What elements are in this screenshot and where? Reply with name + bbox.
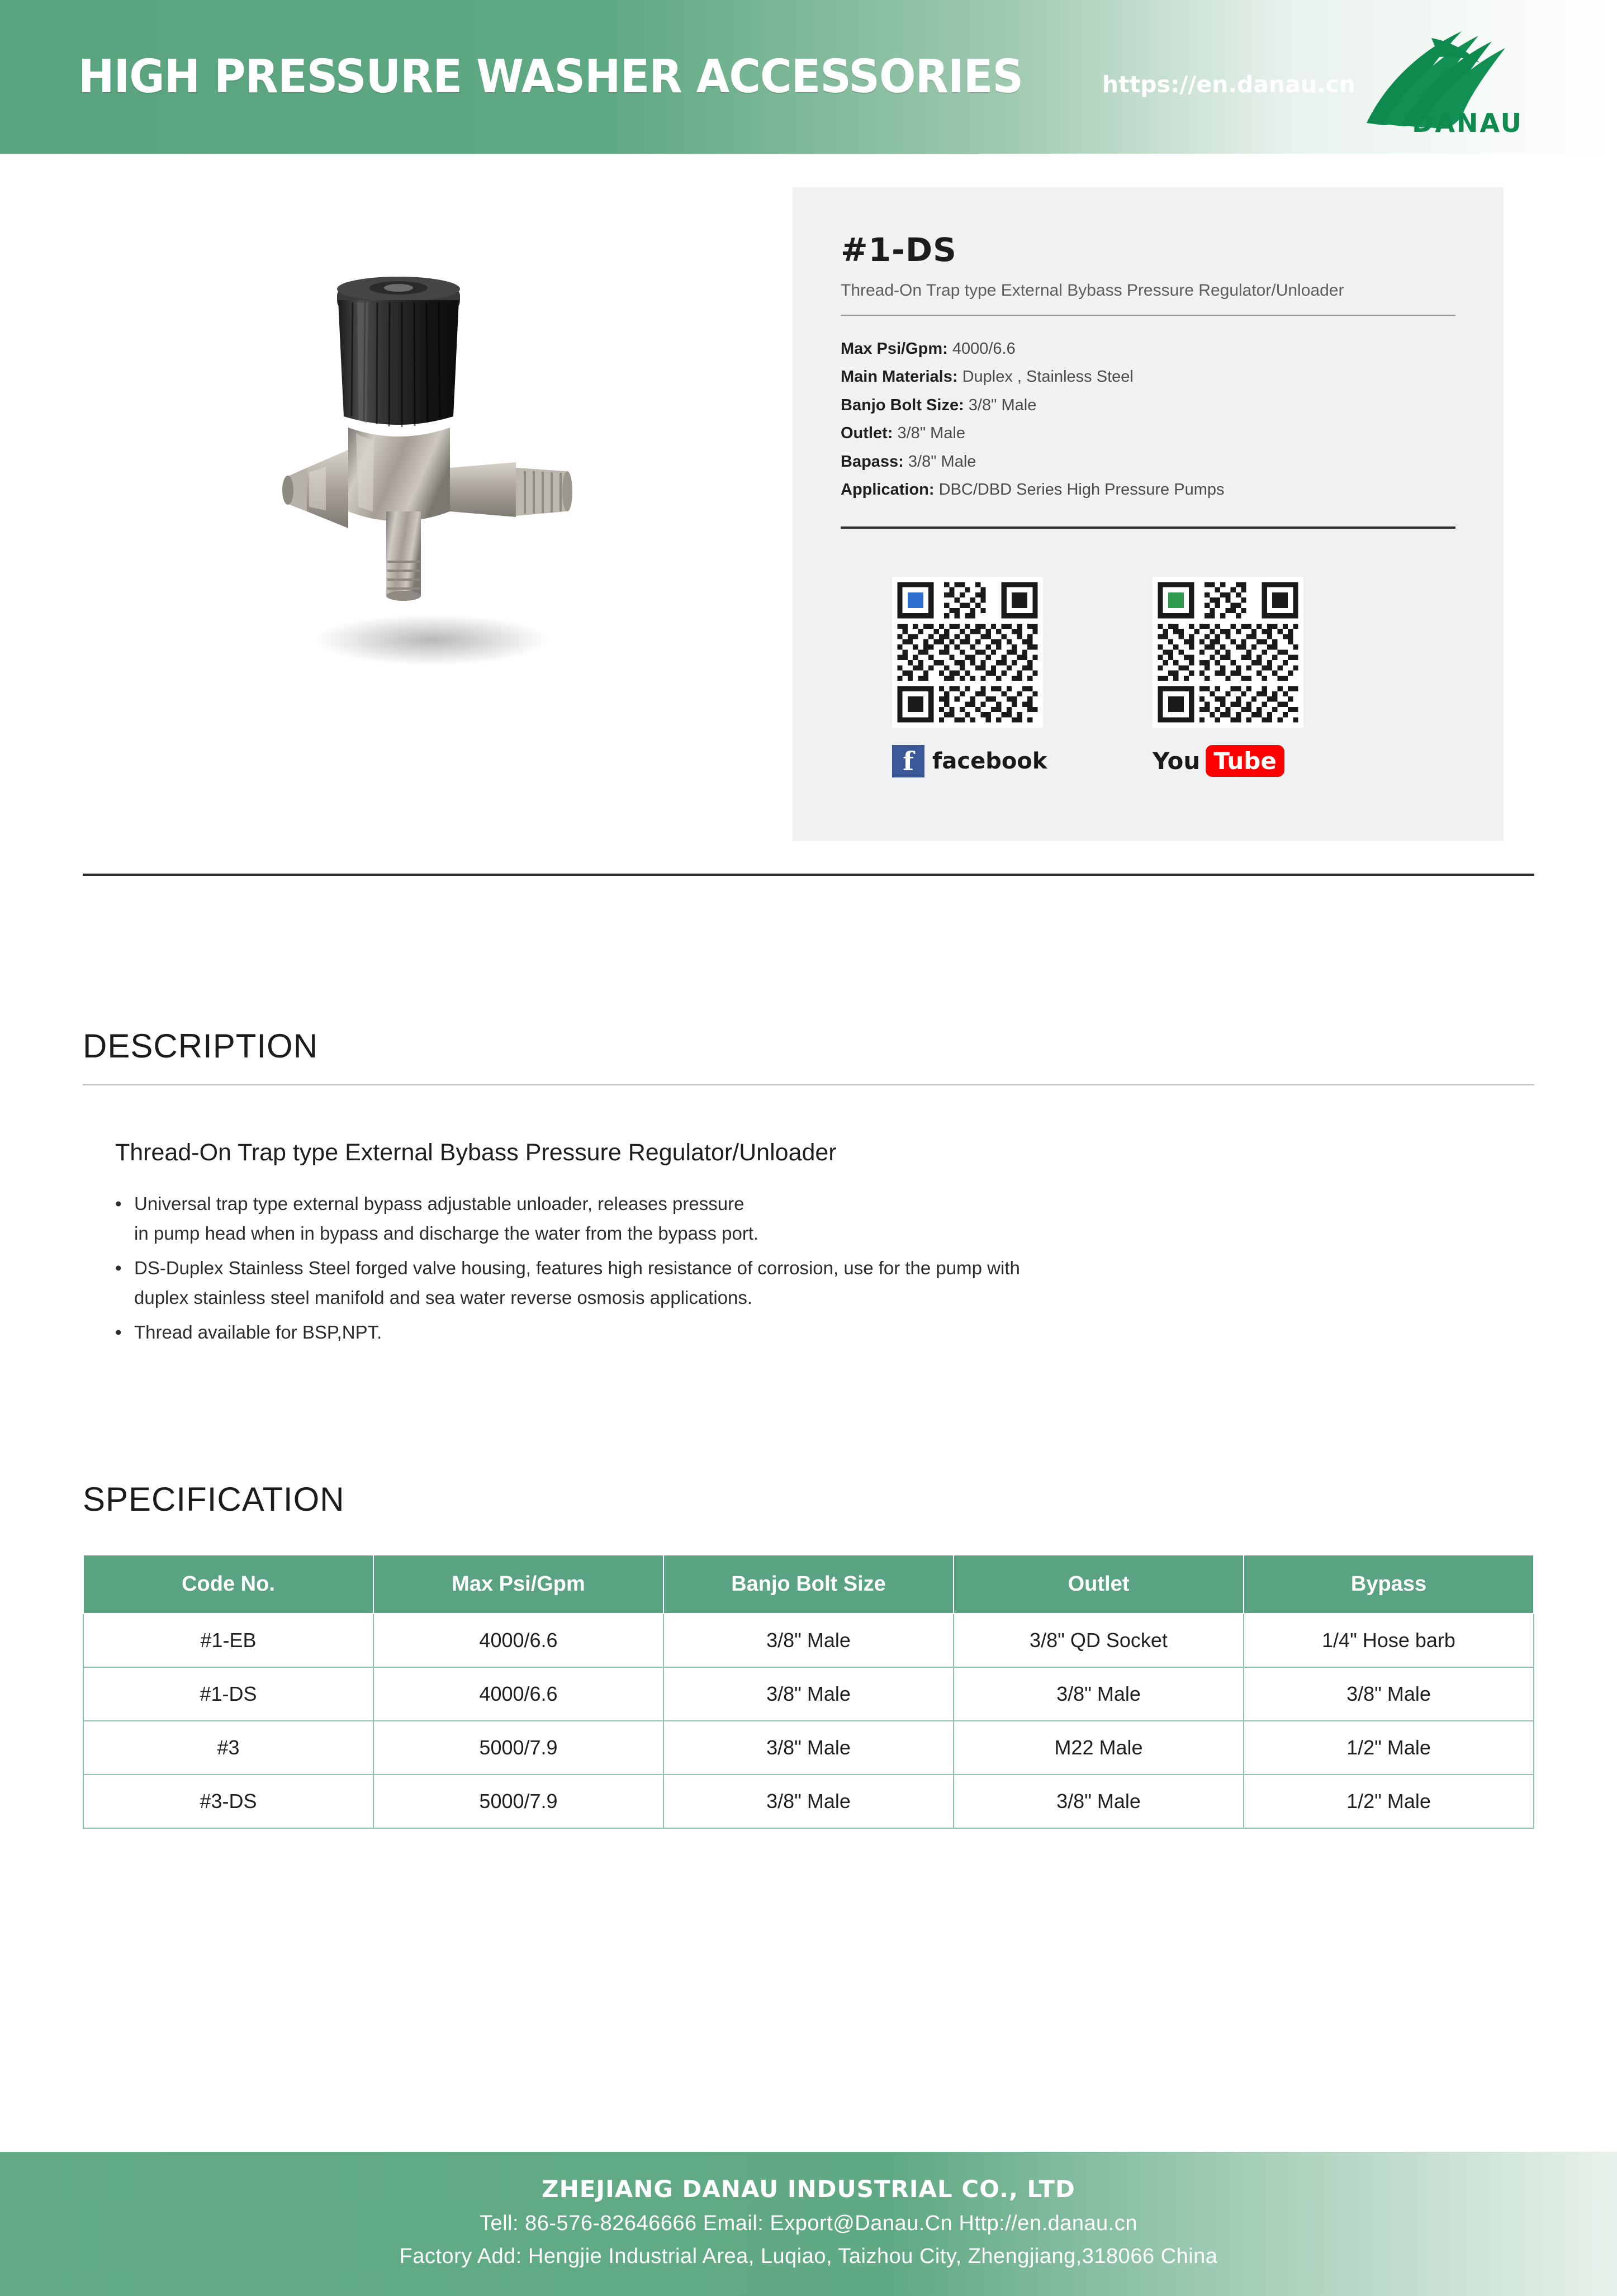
attribute-value: 3/8" Male bbox=[968, 396, 1037, 414]
cell-banjo-bolt-size: 3/8" Male bbox=[663, 1775, 954, 1828]
cell-code-no: #3 bbox=[83, 1721, 373, 1775]
attribute-row bbox=[841, 335, 1455, 363]
header-website-url[interactable]: https://en.danau.cn bbox=[1102, 71, 1356, 98]
facebook-badge[interactable] bbox=[892, 745, 1047, 777]
attribute-row bbox=[841, 419, 1455, 447]
cell-bypass: 3/8" Male bbox=[1244, 1667, 1534, 1721]
attribute-row bbox=[841, 448, 1455, 476]
column-header-max-psi-gpm: Max Psi/Gpm bbox=[373, 1555, 663, 1614]
attribute-label: Application: bbox=[841, 481, 935, 499]
bullet-line: Universal trap type external bypass adjustable unloader, releases pressure bbox=[134, 1193, 745, 1214]
page-footer bbox=[0, 2152, 1617, 2296]
description-body bbox=[83, 1085, 1534, 1347]
bullet-dot-icon: • bbox=[115, 1193, 122, 1214]
cell-code-no: #3-DS bbox=[83, 1775, 373, 1828]
cell-banjo-bolt-size: 3/8" Male bbox=[663, 1721, 954, 1775]
cell-outlet: 3/8" Male bbox=[954, 1775, 1244, 1828]
cell-max-psi-gpm: 5000/7.9 bbox=[373, 1721, 663, 1775]
cell-max-psi-gpm: 4000/6.6 bbox=[373, 1667, 663, 1721]
cell-code-no: #1-DS bbox=[83, 1667, 373, 1721]
cell-banjo-bolt-size: 3/8" Male bbox=[663, 1614, 954, 1667]
description-heading: DESCRIPTION bbox=[83, 1027, 319, 1065]
list-item bbox=[115, 1253, 1502, 1313]
product-image-container bbox=[83, 187, 793, 841]
list-item bbox=[115, 1189, 1502, 1249]
youtube-badge-row[interactable] bbox=[1153, 742, 1309, 780]
column-header-bypass: Bypass bbox=[1244, 1555, 1534, 1614]
cell-bypass: 1/4" Hose barb bbox=[1244, 1614, 1534, 1667]
description-product-name: Thread-On Trap type External Bybass Pressure Regulator/Unloader bbox=[115, 1139, 837, 1166]
column-header-outlet: Outlet bbox=[954, 1555, 1244, 1614]
footer-company-name: ZHEJIANG DANAU INDUSTRIAL CO., LTD bbox=[542, 2175, 1075, 2203]
product-subtitle: Thread-On Trap type External Bybass Pressure Regulator/Unloader bbox=[841, 281, 1455, 316]
youtube-tube-label: Tube bbox=[1206, 745, 1284, 777]
product-photo bbox=[253, 249, 622, 729]
table-row bbox=[83, 1667, 1534, 1721]
table-row bbox=[83, 1775, 1534, 1828]
attribute-label: Banjo Bolt Size: bbox=[841, 396, 964, 414]
attribute-value: DBC/DBD Series High Pressure Pumps bbox=[938, 481, 1225, 499]
attribute-value: 3/8" Male bbox=[908, 452, 976, 471]
attribute-label: Outlet: bbox=[841, 424, 893, 443]
facebook-badge-row[interactable] bbox=[892, 742, 1049, 780]
cell-bypass: 1/2" Male bbox=[1244, 1775, 1534, 1828]
cell-outlet: 3/8" Male bbox=[954, 1667, 1244, 1721]
footer-contact-line: Tell: 86-576-82646666 Email: Export@Danau.Cn Http://en.danau.cn bbox=[480, 2212, 1137, 2235]
youtube-you-label: You bbox=[1153, 747, 1201, 775]
attribute-value: 4000/6.6 bbox=[952, 340, 1016, 358]
specification-section bbox=[83, 1351, 1534, 1829]
table-row bbox=[83, 1614, 1534, 1667]
bullet-dot-icon: • bbox=[115, 1321, 122, 1343]
attribute-label: Bapass: bbox=[841, 452, 904, 471]
bullet-line: in pump head when in bypass and discharge the water from the bypass port. bbox=[134, 1223, 759, 1244]
product-spec-card bbox=[793, 187, 1504, 841]
product-attribute-list bbox=[841, 335, 1455, 504]
cell-max-psi-gpm: 4000/6.6 bbox=[373, 1614, 663, 1667]
attribute-label: Main Materials: bbox=[841, 368, 958, 386]
card-divider bbox=[841, 526, 1455, 529]
cell-outlet: 3/8" QD Socket bbox=[954, 1614, 1244, 1667]
youtube-qr-block bbox=[1153, 577, 1309, 780]
specification-table bbox=[83, 1554, 1534, 1829]
attribute-row bbox=[841, 391, 1455, 419]
cell-banjo-bolt-size: 3/8" Male bbox=[663, 1667, 954, 1721]
product-sku: #1-DS bbox=[841, 231, 957, 269]
logo-wordmark: DANAU bbox=[1412, 108, 1523, 138]
footer-address-line: Factory Add: Hengjie Industrial Area, Luqiao, Taizhou City, Zhengjiang,318066 China bbox=[399, 2245, 1218, 2268]
column-header-banjo-bolt-size: Banjo Bolt Size bbox=[663, 1555, 954, 1614]
specification-heading: SPECIFICATION bbox=[83, 1481, 345, 1519]
cell-bypass: 1/2" Male bbox=[1244, 1721, 1534, 1775]
page-title: HIGH PRESSURE WASHER ACCESSORIES bbox=[78, 50, 1023, 103]
facebook-qr-code[interactable] bbox=[892, 577, 1043, 728]
table-row bbox=[83, 1721, 1534, 1775]
youtube-badge[interactable] bbox=[1153, 745, 1284, 777]
description-bullet-list bbox=[115, 1189, 1502, 1347]
attribute-label: Max Psi/Gpm: bbox=[841, 340, 948, 358]
header-title-group bbox=[0, 50, 1355, 103]
list-item bbox=[115, 1317, 1502, 1347]
bullet-line: duplex stainless steel manifold and sea water reverse osmosis applications. bbox=[134, 1287, 753, 1308]
cell-code-no: #1-EB bbox=[83, 1614, 373, 1667]
attribute-value: 3/8" Male bbox=[897, 424, 966, 443]
table-header-row bbox=[83, 1555, 1534, 1614]
facebook-f-icon: f bbox=[892, 745, 924, 777]
cell-max-psi-gpm: 5000/7.9 bbox=[373, 1775, 663, 1828]
page-header bbox=[0, 0, 1617, 154]
attribute-value: Duplex , Stainless Steel bbox=[962, 368, 1134, 386]
bullet-line: Thread available for BSP,NPT. bbox=[134, 1321, 382, 1343]
facebook-qr-block bbox=[892, 577, 1049, 780]
product-overview-section bbox=[83, 154, 1534, 841]
qr-code-row bbox=[841, 577, 1455, 780]
facebook-label: facebook bbox=[932, 748, 1047, 774]
column-header-code-no: Code No. bbox=[83, 1555, 373, 1614]
bullet-line: DS-Duplex Stainless Steel forged valve housing, features high resistance of corrosion, use for the pump with bbox=[134, 1257, 1020, 1278]
youtube-qr-code[interactable] bbox=[1153, 577, 1303, 728]
attribute-row bbox=[841, 363, 1455, 391]
attribute-row bbox=[841, 476, 1455, 504]
cell-outlet: M22 Male bbox=[954, 1721, 1244, 1775]
bullet-dot-icon: • bbox=[115, 1257, 122, 1278]
description-section bbox=[83, 876, 1534, 1347]
